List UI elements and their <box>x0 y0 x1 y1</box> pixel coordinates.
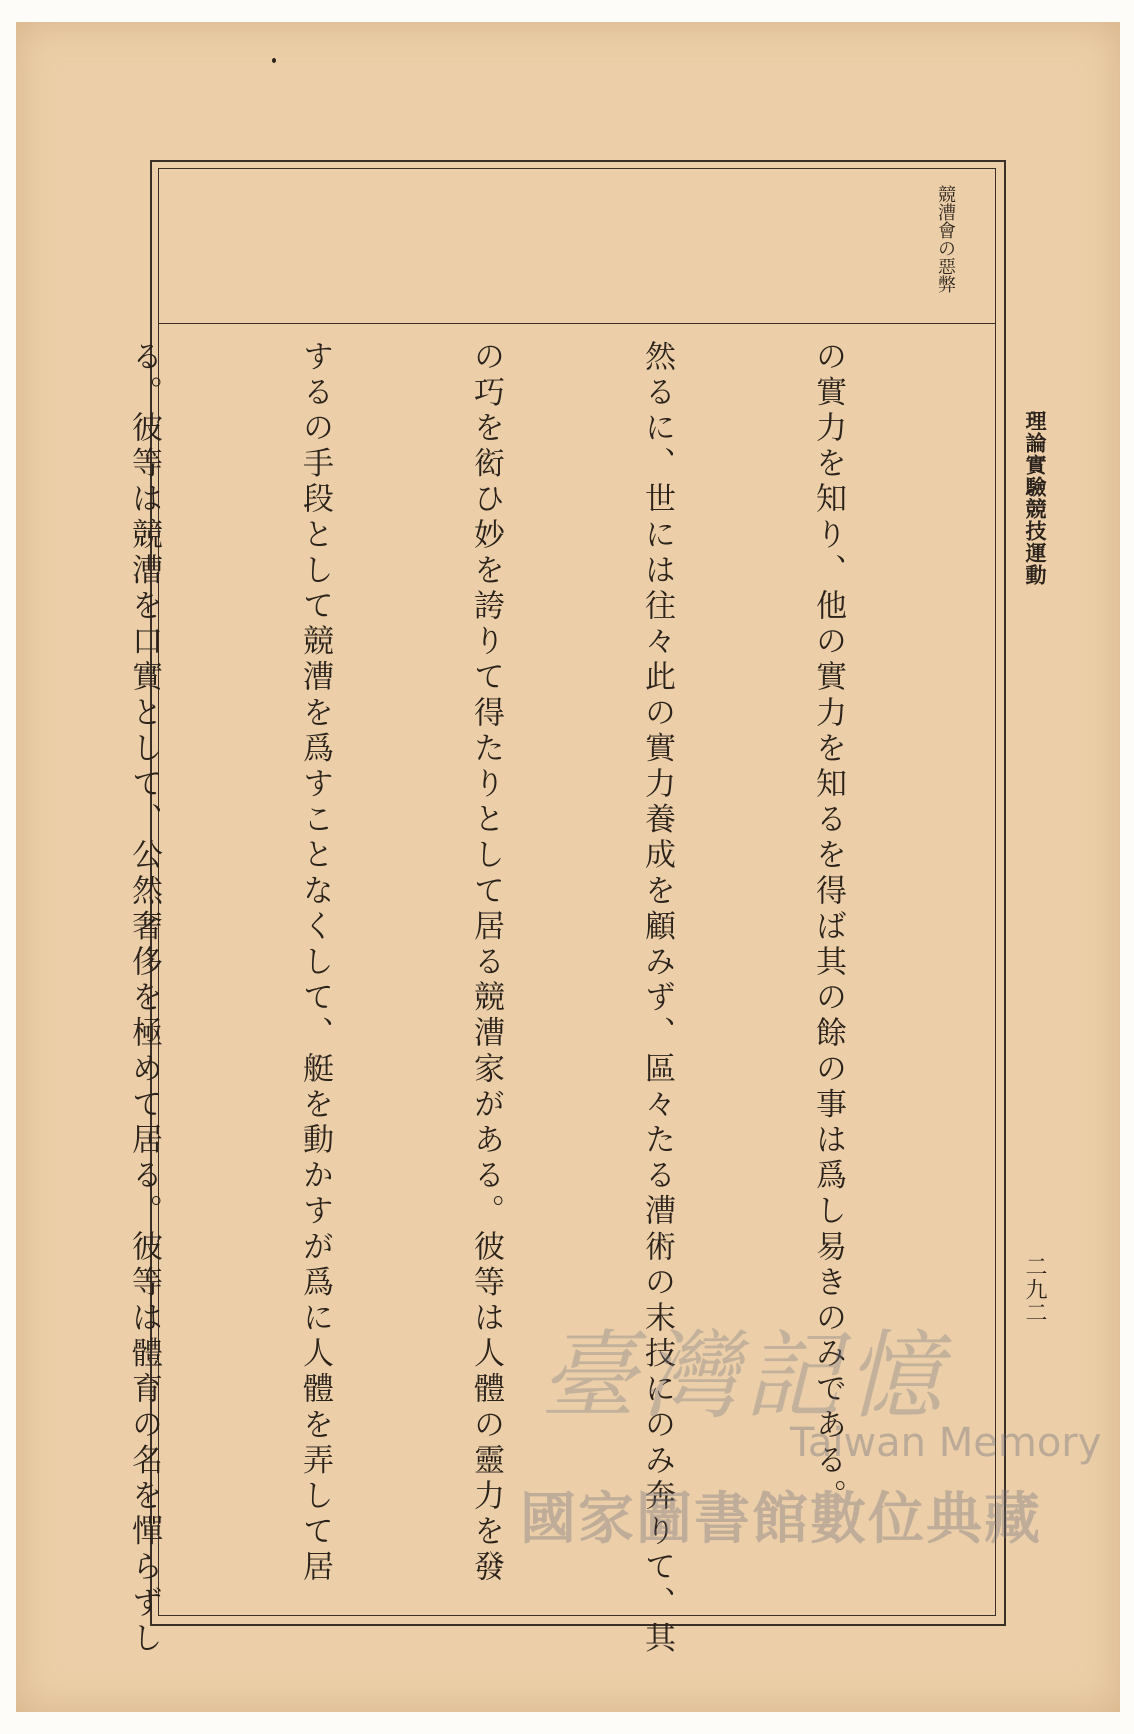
text-column: の實力を知り、他の實力を知るを得ば其の餘の事は爲し易きのみである。 <box>810 340 846 1515</box>
text-column: の巧を衒ひ妙を誇りて得たりとして居る競漕家がある。彼等は人體の靈力を發 <box>468 340 504 1586</box>
watermark-logo: 臺灣記憶 <box>540 1320 948 1432</box>
running-title: 理論實驗競技運動 <box>1023 410 1048 586</box>
watermark-english: Taiwan Memory <box>790 1420 1102 1466</box>
ink-speck <box>272 58 276 63</box>
text-column: 然るに、世には往々此の實力養成を顧みず、區々たる漕術の末技にのみ奔りて、其 <box>639 340 675 1658</box>
page-number: 二九二 <box>1022 1255 1047 1324</box>
text-column <box>0 340 1 1600</box>
header-divider <box>158 323 996 324</box>
watermark-chinese: 國家圖書館數位典藏 <box>520 1487 1042 1552</box>
text-column: る。彼等は競漕を口實として、公然奢侈を極めて居る。彼等は體育の名を憚らずし <box>126 340 162 1658</box>
margin-note: 競漕會の惡弊 <box>935 185 956 293</box>
body-text <box>126 340 970 1658</box>
text-column: するの手段として競漕を爲すことなくして、艇を動かすが爲に人體を弄して居 <box>297 340 333 1586</box>
